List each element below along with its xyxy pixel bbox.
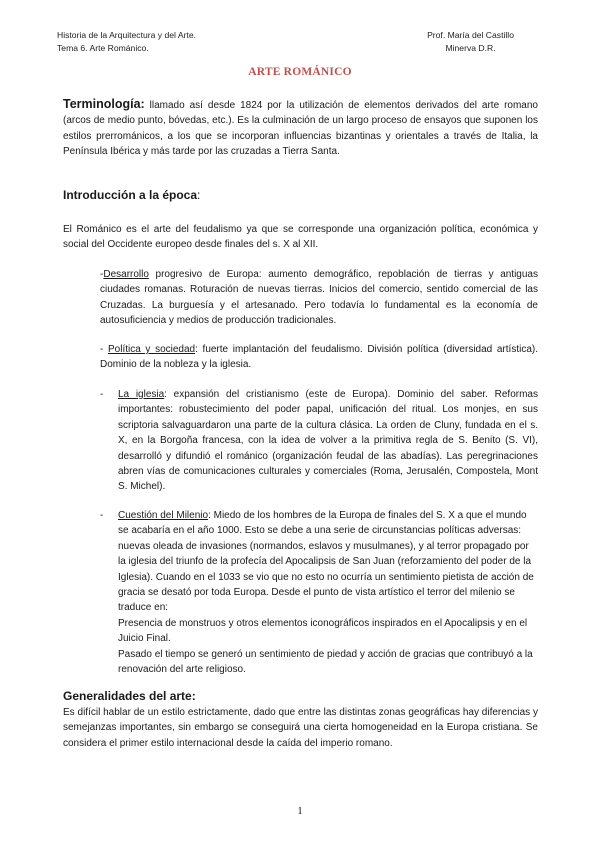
desarrollo-text: progresivo de Europa: aumento demográfico, repoblación de tierras y antiguas ciudades romanas. Roturación de nuevas tierras. Inicios del comercio, sentido comercial de las Cruzadas. La burguesía y el artesanado. Pero todavía lo fundamental es la economía de autosuficiencia y medios de producción tradicionales. [100, 269, 538, 327]
generalidades-heading: Generalidades del arte: [63, 689, 196, 703]
desarrollo-prefix: - [100, 269, 104, 280]
list-dash: - [100, 510, 104, 521]
list-dash: - [100, 389, 104, 400]
terminologia-lead: Terminología: [63, 97, 145, 111]
milenio-text: : Miedo de los hombres de la Europa de finales del S. X a que el mundo se acabaría en el año 1000. Esto se debe a una serie de circunstancias políticas adversas: nuevas oleada de invasiones (normandos, eslavos y musulmanes), y al terror propagado por la iglesia del triunfo de la profecía del Apocalipsis de San Juan (reforzamiento del poder de la Iglesia). Cuando en el 1033 se vio que no esto no ocurría un sentimiento pietista de acción de gracia se desató por toda Europa. Desde el punto de vista artístico el terror del milenio se traduce en: [118, 510, 534, 614]
page-header-left [57, 29, 196, 55]
iglesia-paragraph [118, 387, 538, 495]
milenio-list-item [100, 508, 538, 677]
iglesia-text: : expansión del cristianismo (este de Europa). Dominio del saber. Reformas importantes: robustecimiento del poder papal, unificación del ritual. Los monjes, en sus scriptoria salvaguardaron una parte de la cultura clásica. La orden de Cluny, fundada en el s. X, en la Borgoña francesa, con la idea de volver a la primitiva regla de S. Benito (S. VI), desarrolló y difundió el románico (organización feudal de las abadías). Las peregrinaciones abren vías de comunicaciones culturales y comerciales (Roma, Jerusalén, Compostela, Mont S. Michel). [118, 389, 538, 493]
milenio-line-apocalipsis: Presencia de monstruos y otros elementos iconográficos inspirados en el Apocalipsis y en el Juicio Final. [118, 617, 528, 645]
header-professor: Prof. María del Castillo [427, 30, 514, 40]
politica-paragraph [100, 342, 538, 373]
intro-heading-colon: : [197, 188, 201, 202]
intro-heading [63, 188, 200, 202]
desarrollo-label: Desarrollo [103, 269, 149, 280]
politica-label: Política y sociedad [107, 344, 196, 355]
politica-prefix: - [100, 344, 108, 355]
milenio-line-piedad: Pasado el tiempo se generó un sentimiento de piedad y acción de gracias que contribuyó a la renovación del arte religioso. [118, 648, 533, 676]
milenio-paragraph [118, 508, 538, 616]
page-header-right [427, 29, 514, 55]
intro-heading-text: Introducción a la época [63, 188, 198, 202]
iglesia-label: La iglesia [118, 389, 165, 400]
milenio-label: Cuestión del Milenio [118, 510, 209, 521]
iglesia-list-item [100, 387, 538, 495]
intro-paragraph: El Románico es el arte del feudalismo ya que se corresponde una organización política, económica y social del Occidente europeo desde finales del s. X al XII. [63, 224, 538, 251]
document-title: ARTE ROMÁNICO [248, 66, 352, 78]
terminologia-text: llamado así desde 1824 por la utilización de elementos derivados del arte romano (arcos de medio punto, bóvedas, etc.). Es la culminación de un largo proceso de ensayos que suponen los estilos prerrománicos, a los que se incorporan influencias bizantinas y orientales a través de Italia, la Península Ibérica y más tarde por las cruzadas a Tierra Santa. [63, 100, 538, 158]
page-number: 1 [297, 805, 303, 817]
generalidades-paragraph: Es difícil hablar de un estilo estrictamente, dado que entre las distintas zonas geográficas hay diferencias y semejanzas importantes, sin embargo se conseguirá una cierta homogeneidad en la Europa cristiana. Se considera el primer estilo internacional desde la caída del imperio romano. [63, 707, 538, 749]
header-author: Minerva D.R. [445, 43, 496, 53]
header-course: Historia de la Arquitectura y del Arte. [57, 30, 197, 40]
politica-text: : fuerte implantación del feudalismo. División política (diversidad artística). Dominio de la nobleza y la iglesia. [100, 344, 538, 371]
desarrollo-paragraph [100, 267, 538, 329]
header-topic: Tema 6. Arte Románico. [57, 43, 149, 53]
terminologia-paragraph [63, 97, 538, 160]
